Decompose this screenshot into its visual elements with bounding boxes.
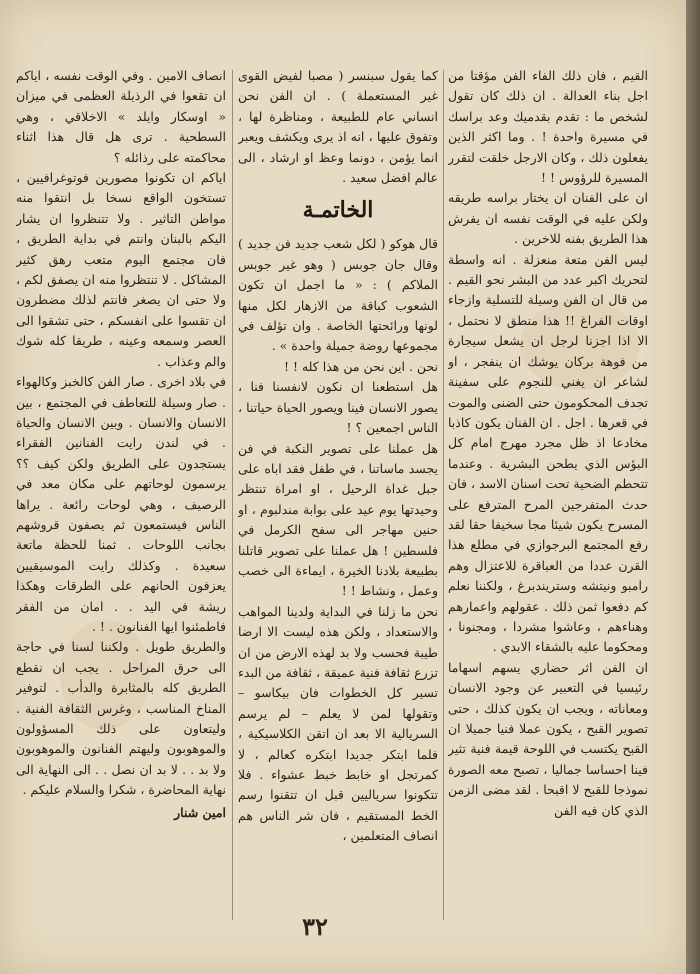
paragraph: نحن . اين نحن من هذا كله ! ! [283,358,438,374]
paragraph: ان على الفنان ان يختار براسه طريقه ولكن عليه في الوقت نفسه ان يفرش هذا الطريق بفنه للاخرين . [448,190,648,247]
paragraph: كما يقول سبنسر ( مصبا لفيض القوى غير المستعملة ) . ان الفن نحن انساني عام للطبيعة ، ومناظرة لها ، وتفوق عليها ، انه اذ يرى ويكشف ويعبر انما يؤمن ، دونما وعظ او ارشاد ، الى عالم افضل سعيد . [238,68,438,186]
paragraph: انصاف الامين . وفي الوقت نفسه ، اياكم ان تقعوا في الرذيلة العظمى في ميزان « اوسكار وايلد » الاخلاقي ، وهي السطحية . ترى هل قال هذا اثناء محاكمته على رذائله ؟ [16,68,226,165]
text-column-right [448,66,648,928]
paragraph: ان الفن اثر حضاري يسهم اسهاما رئيسيا في التعبير عن وجود الانسان ومعاناته ، ويجب ان يكون كذلك ، حتى تصوير القبح ، يكون عملا فنيا جميلا ان القبح يكتسب في اللوحة قيمة فنية تثير فينا احساسا جماليا ، تصبح معه الصورة نموذجا للقبح لا اقبحا . لقد مضى الزمن الذي كان فيه الفن [448,659,648,818]
paragraph: هل استطعنا ان نكون لانفسنا فنا ، يصور الانسان فينا ويصور الحياة حياتنا ، الناس اجمعين ؟ ! [238,379,438,436]
paragraph: والطريق طويل . ولكننا لسنا في حاجة الى حرق المراحل . يجب ان نقطع الطريق كله بالمثابرة والدأب . لتوفير المناخ المناسب ، وغرس الثقافة الفنية . وليتعاون على ذلك المسؤولون والموهوبون وليهتم الفنانون والموهوبون ولا بد . . لا بد ان نصل . . الى النهاية الى نهاية المحاضرة ، شكرا والسلام عليكم . [16,639,226,798]
paragraph: القيم ، فان ذلك الفاء الفن مؤقتا من اجل بناء العدالة . ان ذلك كان تقول لشخص ما : تقدم بقدميك وعد براسك في مسيرة واحدة ! . وما اكثر الذين يفعلون ذلك ، وكان الارجل خلقت لتقرر المسيرة للرؤوس ! ! [448,68,648,186]
paragraph: هل عملنا على تصوير النكبة في فن يجسد ماساتنا ، في طفل فقد اباه على جبل غداة الرحيل ، او امراة تنتظر وحيدتها يوم عيد على بوابة مندلبوم ، او حنين مهاجر الى سفح الكرمل في فلسطين ! هل عملنا على تصوير قاتلنا بطبيعة بلادنا الخيرة ، ايماءة الى خصب وعمل ، ونشاط ! ! [238,440,438,599]
text-column-left [16,66,226,836]
section-heading: الخاتمـة [302,197,374,224]
paragraph: نحن ما زلنا في البداية ولدينا المواهب والاستعداد ، ولكن هذه ليست الا ارضا طيبة فحسب ولا بد لهذه الارض من ان تزرع ثقافة فنية عميقة ، ثقافة من البدء تسير كل الخطوات فان بيكاسو – وتقولها لمن لا يعلم – لم يرسم السريالية الا بعد ان اتقن الكلاسيكية ، فلما ابتكر جديدا ابتكره كعالم ، لا كمرتجل او خابط خبط عشواء . فلا تتكونوا سرياليين قبل ان تتقنوا رسم الخط المستقيم ، فان شر الناس هم انصاف المتعلمين ، [238,603,438,844]
book-spine [686,0,700,974]
page-number: ٣٢ [302,912,328,941]
paragraph: ليس الفن متعة منعزلة . انه واسطة لتحريك اكبر عدد من البشر نحو القيم . من قال ان الفن وسيلة للتسلية وازجاء اوقات الفراغ !! هذا منطق لا نحتمل ، الا اذا اجزنا لرجل ان يشعل سيجارة من فوهة بركان يوشك ان ينفجر ، او لشاعر ان يغني للنجوم على سفينة تجدف المحكومون حتى الضنى والموت في قعرها . اجل . ان الفنان يكون كاذبا مخادعا اذ ظل مجرد مهرج امام كل البؤس الذي يطحن البشرية . وعندما تتحطم الضحية تحت اسنان الاسد ، فان حدث المتفرجين المرح المترفع على المسرح يكون شيئا مجا سخيفا حقا لقد رفع المجتمع البرجوازي في مطلع هذا القرن عددا من العباقرة للاعتزال وهم رامبو ونيتشه وستريندبرغ ، ولكننا نعلم كم دفعوا ثمن ذلك . عقولهم واعمارهم وهناءهم ، وعاشوا مشردا ، ومجنونا ، ومحكوما عليه بالشقاء الابدي . [448,251,648,655]
text-column-middle [238,66,438,866]
column-divider [443,70,444,920]
paragraph: في بلاد اخرى . صار الفن كالخبز وكالهواء . صار وسيلة للتعاطف في المجتمع ، بين الانسان والانسان . وبين الانسان والحياة . في لندن رايت الفنانين الفقراء يستجدون على الطريق ولكن كيف ؟؟ يرسمون لوحاتهم على مكان معد في الرصيف ، وهي لوحات رائعة . يراها الناس فيستمعون ثم يصفون قروشهم بجانب اللوحات . ثمنا للحظة ماتعة سعيدة . وكذلك رايت الموسيقيين يعزفون الحانهم على الطرقات وهكذا ريشة في اليد . . امان من الفقر فاطمئنوا ايها الفنانون . ! . [16,374,226,634]
column-divider [232,70,233,920]
author-signature: امين شنار [174,804,226,820]
paragraph: اياكم ان تكونوا مصورين فوتوغرافيين ، تستخون الواقع نسخا بل انتقوا منه مواطن التاثير . ولا تتنظروا ان يشار اليكم بالبنان وانتم في بداية الطريق ، فان مجتمع اليوم متعب رهق كثير المشاكل . لا تنتظروا منه ان يصفق لكم ، ولا حتى ان يصغر فانتم لذلك مضطرون ان تقسوا على انفسكم ، حتى تشقوا الى العصر وسمعه وعينه ، طريقا كله شوك والم وعذاب . [16,170,226,369]
paragraph: قال هوكو ( لكل شعب جديد فن جديد ) وقال جان جوبس ( وهو غير جوبس الملاكم ) : « ما اجمل ان تكون الشعوب كباقة من الازهار لكل منها لونها ورائحتها الخاصة . وان تؤلف في مجموعها روضة جميلة واحدة » . [238,236,438,354]
